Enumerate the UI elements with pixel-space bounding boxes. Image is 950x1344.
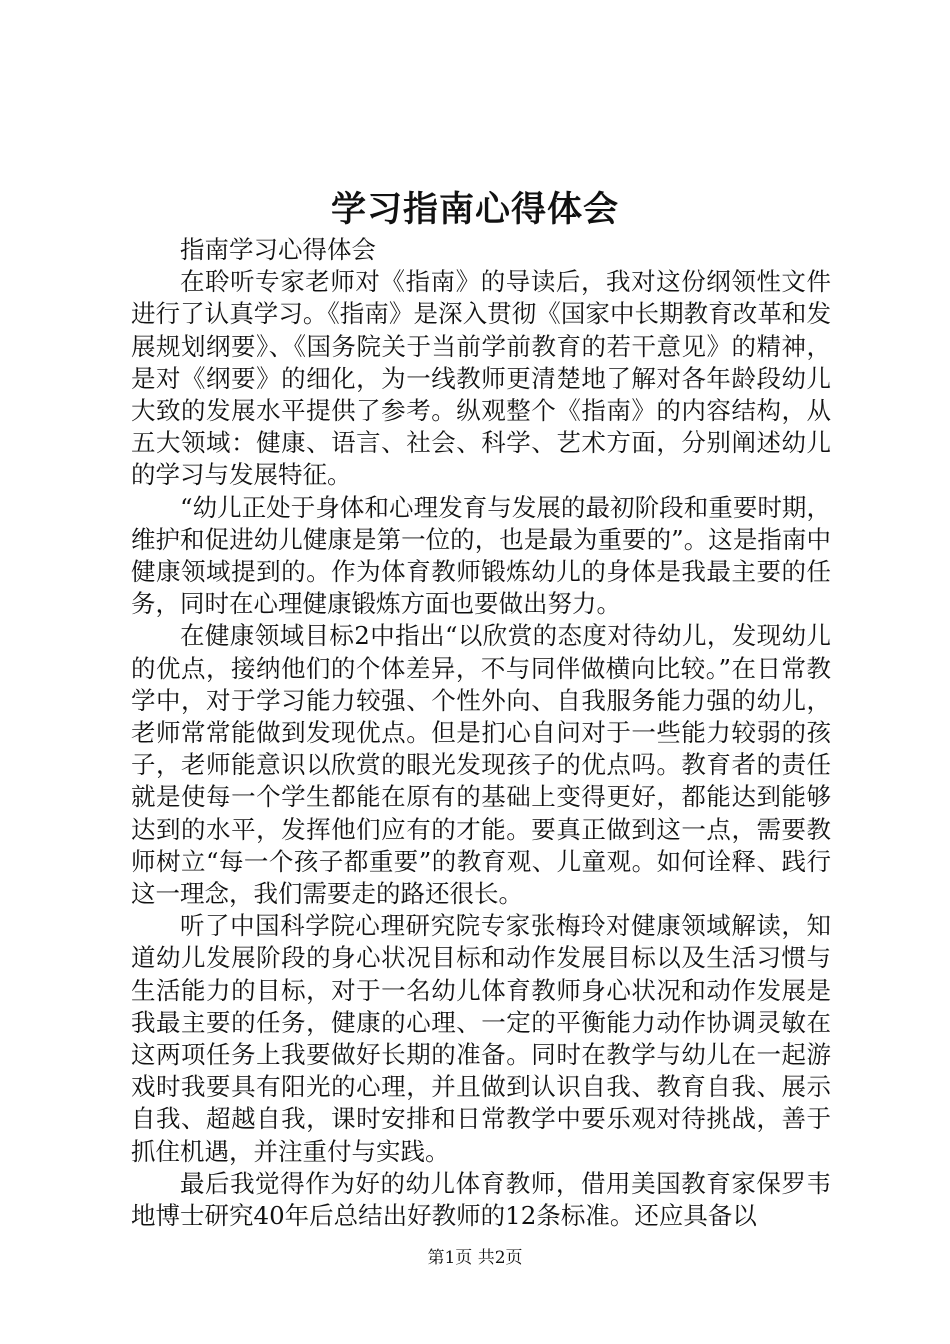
body-paragraph: 最后我觉得作为好的幼儿体育教师，借用美国教育家保罗韦地博士研究40年后总结出好教师的12条标准。还应具备以 xyxy=(131,1168,831,1231)
body-paragraph: 在聆听专家老师对《指南》的导读后，我对这份纲领性文件进行了认真学习。《指南》是深入贯彻《国家中长期教育改革和发展规划纲要》、《国务院关于当前学前教育的若干意见》的精神，是对《纲要》的细化，为一线教师更清楚地了解对各年龄段幼儿大致的发展水平提供了参考。纵观整个《指南》的内容结构，从五大领域：健康、语言、社会、科学、艺术方面，分别阐述幼儿的学习与发展特征。 xyxy=(131,267,831,490)
body-paragraph-subtitle: 指南学习心得体会 xyxy=(180,235,376,264)
page-number-footer: 第1页 共2页 xyxy=(427,1248,523,1268)
body-paragraph: 在健康领域目标2中指出“以欣赏的态度对待幼儿，发现幼儿的优点，接纳他们的个体差异，不与同伴做横向比较。”在日常教学中，对于学习能力较强、个性外向、自我服务能力强的幼儿，老师常常能做到发现优点。但是扪心自问对于一些能力较弱的孩子，老师能意识以欣赏的眼光发现孩子的优点吗。教育者的责任就是使每一个学生都能在原有的基础上变得更好，都能达到能够达到的水平，发挥他们应有的才能。要真正做到这一点，需要教师树立“每一个孩子都重要”的教育观、儿童观。如何诠释、践行这一理念，我们需要走的路还很长。 xyxy=(131,621,831,909)
document-body xyxy=(131,234,831,1232)
body-paragraph: 听了中国科学院心理研究院专家张梅玲对健康领域解读，知道幼儿发展阶段的身心状况目标和动作发展目标以及生活习惯与生活能力的目标，对于一名幼儿体育教师身心状况和动作发展是我最主要的任务，健康的心理、一定的平衡能力动作协调灵敏在这两项任务上我要做好长期的准备。同时在教学与幼儿在一起游戏时我要具有阳光的心理，并且做到认识自我、教育自我、展示自我、超越自我，课时安排和日常教学中要乐观对待挑战，善于抓住机遇，并注重付与实践。 xyxy=(131,911,831,1166)
body-paragraph: “幼儿正处于身体和心理发育与发展的最初阶段和重要时期，维护和促进幼儿健康是第一位的，也是最为重要的”。这是指南中健康领域提到的。作为体育教师锻炼幼儿的身体是我最主要的任务，同时在心理健康锻炼方面也要做出努力。 xyxy=(131,492,831,619)
document-title: 学习指南心得体会 xyxy=(330,189,619,230)
